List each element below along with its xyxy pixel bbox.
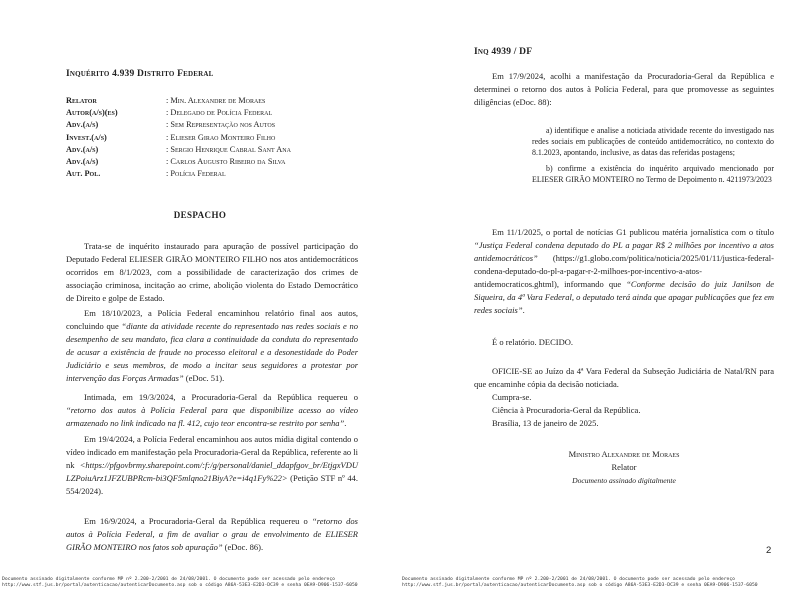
case-header: Inq 4939 / DF [474,47,533,57]
case-header: Inquérito 4.939 Distrito Federal [66,69,214,79]
meta-row: Adv.(a/s) : Sergio Henrique Cabral Sant Ana [66,144,291,154]
meta-row: Adv.(a/s) : Carlos Augusto Ribeiro da Silva [66,157,286,167]
paragraph: Intimada, em 19/3/2024, a Procuradoria-Geral da República requereu o “retorno dos autos à Polícia Federal para que disponibilize acesso ao vídeo armazenado no link indicado na fl. 412, cujo teor encontra-se restrito por senha”. [66,392,358,428]
paragraph: Em 17/9/2024, acolhi a manifestação da Procuradoria-Geral da República e determinei o retorno dos autos à Polícia Federal, para que promovesse as seguintes diligências (eDoc. 88): [474,71,774,107]
quote-block [532,125,774,189]
paragraph: Em 16/9/2024, a Procuradoria-Geral da República requereu o “retorno dos autos à Polícia Federal, a fim de avaliar o grau de envolvimento de ELIESER GIRÃO MONTEIRO nos fatos sob apuração” (eDoc. 86). [66,516,358,552]
case-metadata [66,95,291,180]
meta-row: Invest.(a/s) : Elieser Girao Monteiro Filho [66,132,276,142]
paragraph: É o relatório. DECIDO. [492,337,573,347]
paragraph: Em 18/10/2023, a Polícia Federal encaminhou relatório final aos autos, concluindo que “diante da atividade recente do representado nas redes sociais e no desempenho de seu mandato, fica clara a continuidade da conduta do representado de acusar a existência de fraude no processo eleitoral e a desonestidade do Poder Judiciário e seus membros, de modo a incitar seus seguidores a protestar por intervenção das Forças Armadas” (eDoc. 51). [66,308,358,383]
footer-right: Documento assinado digitalmente conforme MP nº 2.200-2/2001 de 24/08/2001. O documento pode ser acessado pelo endereço http://www.stf.jus.br/portal/autenticacao/autenticarDocumento.asp sob o código A86A-53E3-E2D3-DC39 e senha 0EA9-D906-1537-6050 [402,577,758,588]
document-title: DESPACHO [173,210,227,220]
right-page [400,0,800,600]
footer-left: Documento assinado digitalmente conforme MP nº 2.200-2/2001 de 24/08/2001. O documento pode ser acessado pelo endereço http://www.stf.jus.br/portal/autenticacao/autenticarDocumento.asp sob o código A86A-53E3-E2D3-DC39 e senha 0EA9-D906-1537-6050 [2,577,358,588]
signer-name: Ministro Alexandre de Moraes [568,449,680,459]
paragraph: Trata-se de inquérito instaurado para apuração de possível participação do Deputado Federal ELIESER GIRÃO MONTEIRO FILHO nos atos antidemocráticos ocorridos em 8/1/2023, com a possibilidade de caracterização dos crimes de associação criminosa, incitação ao crime, abolição violenta do Estado Democrático de Direito e golpe de Estado. [66,241,358,303]
link-text: <https://pfgovbrmy.sharepoint.com/:f:/g/personal/daniel_ddapfgov_br/EtjgxVDULZPoiuArz1JFZUBPRcm-bi3QF5mlqno21BiyA?e=i4q1Fy%22> [66,460,358,483]
signer-role: Relator [611,462,637,472]
paragraph: OFICIE-SE ao Juízo da 4ª Vara Federal da Subseção Judiciária de Natal/RN para que encaminhe cópia da decisão noticiada. [474,366,774,389]
page-number: 2 [766,545,772,556]
paragraph: Em 19/4/2024, a Polícia Federal encaminhou aos autos mídia digital contendo o vídeo indicado em manifestação pela Procuradoria-Geral da República, referente ao link <https://pfgovbrmy.sharepoint.com/:f:/g/personal/daniel_ddapfgov_br/EtjgxVDULZPoiuArz1JFZUBPRcm-bi3QF5mlqno21BiyA?e=i4q1Fy%22> (Petição STF nº 44.554/2024). [66,434,358,496]
paragraph: Brasília, 13 de janeiro de 2025. [492,418,599,428]
paragraph: Cumpra-se. [492,392,532,402]
paragraph: Ciência à Procuradoria-Geral da República. [492,405,641,415]
meta-row: Relator : Min. Alexandre de Moraes [66,96,266,105]
signature-note: Documento assinado digitalmente [572,476,676,485]
signature-block [424,448,800,487]
paragraph: Em 11/1/2025, o portal de notícias G1 publicou matéria jornalística com o título “Justiça Federal condena deputado do PL a pagar R$ 2 milhões por incentivo a atos antidemocráticos” (https://g1.globo.com/politica/noticia/2025/01/11/justica-federal-condena-deputado-do-pl-a-pagar-r-2-milhoes-por-incentivo-a-atos-antidemocraticos.ghtml), informando que “Conforme decisão do juiz Janilson de Siqueira, da 4ª Vara Federal, o deputado terá ainda que apagar publicações que fez em redes sociais”. [474,227,774,315]
quote-item: a) identifique e analise a noticiada atividade recente do investigado nas redes sociais em publicações de conteúdo antidemocrático, no contexto do 8.1.2023, apontando, inclusive, as datas das referidas postagens; [532,126,774,158]
meta-row: Adv.(a/s) : Sem Representação nos Autos [66,120,276,130]
quote-item: b) confirme a existência do inquérito arquivado mencionado por ELIESER GIRÃO MONTEIRO no Termo de Depoimento n. 4211973/2023 [532,163,774,184]
meta-row: Aut. Pol. : Polícia Federal [66,169,226,179]
meta-row: Autor(a/s)(es) : Delegado de Polícia Federal [66,108,273,118]
